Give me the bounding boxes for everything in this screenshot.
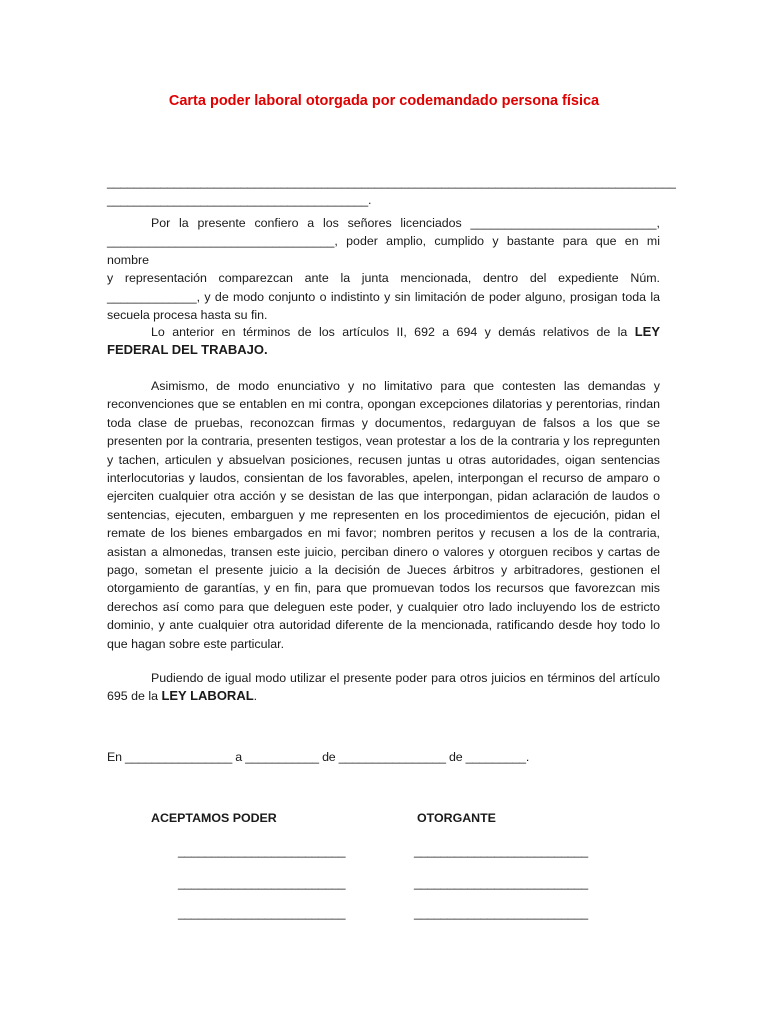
signature-line-left-1: _________________________: [178, 844, 346, 858]
grantor-heading: OTORGANTE: [417, 811, 496, 825]
recipient-block: [107, 173, 676, 210]
paragraph-conferral-line: Por la presente confiero a los señores licenciados ___________________________,: [151, 216, 660, 230]
law-name-labor: LEY LABORAL: [161, 688, 254, 704]
signature-line-left-3: _________________________: [178, 906, 346, 920]
place-date-line: En ________________ a ___________ de ________________ de _________.: [107, 750, 530, 764]
law-name-federal: LEY FEDERAL DEL TRABAJO.: [107, 324, 660, 358]
signature-line-right-1: __________________________: [414, 844, 588, 858]
recipient-line-2: _______________________________________.: [107, 193, 372, 208]
paragraph-conferral-line: _________________________________, poder amplio, cumplido y bastante para que en mi nombre: [107, 234, 660, 267]
place-and-date: [107, 748, 660, 766]
signature-line-right-3: __________________________: [414, 906, 588, 920]
other-trials-end: .: [253, 689, 258, 704]
paragraph-legal-basis: [107, 323, 660, 360]
paragraph-conferral: [107, 214, 660, 324]
document-title: Carta poder laboral otorgada por codemandado persona física: [168, 93, 600, 109]
recipient-line-1: _____________________________________________________________________________________: [107, 175, 676, 189]
paragraph-conferral-line: secuela procesa hasta su fin.: [107, 308, 268, 323]
accept-power-heading: ACEPTAMOS PODER: [151, 811, 277, 825]
other-trials-text: Pudiendo de igual modo utilizar el presente poder para otros juicios en términos del artículo 695 de la: [107, 671, 660, 704]
legal-basis-text: Lo anterior en términos de los artículos II, 692 a 694 y demás relativos de la: [151, 325, 635, 339]
paragraph-conferral-line: _____________, y de modo conjunto o indistinto y sin limitación de poder alguno, prosigan toda la: [107, 289, 660, 304]
paragraph-powers: Asimismo, de modo enunciativo y no limitativo para que contesten las demandas y reconvenciones que se entablen en mi contra, opongan excepciones dilatorias y perentorias, rindan toda clase de pruebas, reconozcan firmas y documentos, redarguyan de falsos a los que se presenten por la contraria, presenten testigos, vean protestar a los de la contraria y los repregunten y tachen, articulen y absuelvan posiciones, recusen juntas u otras autoridades, oigan sentencias interlocutorias y laudos, consientan de los favorables, apelen, interpongan el recurso de amparo o ejerciten cualquier otra acción y se desistan de las que interpongan, pidan aclaración de laudos o sentencias, ejecuten, embarguen y me representen en los procedimientos de ejecución, pidan el remate de los bienes embargados en mi favor; nombren peritos y recusen a los de la contraria, asistan a almonedas, transen este juicio, perciban dinero o valores y otorguen recibos y cartas de pago, sometan el presente juicio a la decisión de Jueces árbitros y arbitradores, gestionen el otorgamiento de garantías, y en fin, para que promuevan todos los recursos que favorezcan mis derechos así como para que deleguen este poder, y cualquier otro lado incluyendo los de estricto dominio, y ante cualquier otra autoridad diferente de la mencionada, ratificando desde hoy todo lo que hagan sobre este particular.: [107, 379, 660, 651]
paragraph-conferral-line: y representación comparezcan ante la junta mencionada, dentro del expediente Núm.: [107, 271, 660, 286]
paragraph-other-trials: [107, 669, 660, 706]
signature-line-left-2: _________________________: [178, 876, 346, 890]
signature-line-right-2: __________________________: [414, 876, 588, 890]
